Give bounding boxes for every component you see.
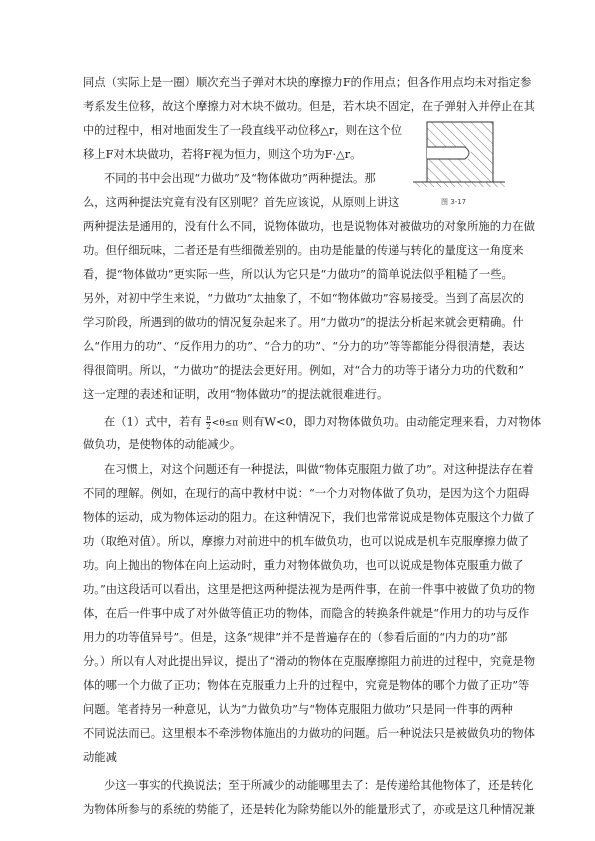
- text-line: 体的哪一个力做了正功；物体在克服重力上升的过程中，究竟是物体的哪个力做了正功”等: [83, 679, 530, 692]
- text-line: 看，提“物体做功”更实际一些，所以认为它只是“力做功”的简单说法似乎粗糙了一些。: [83, 268, 513, 281]
- text-line: 为物体所参与的系统的势能了，还是转化为除势能以外的能量形式了，亦或是这几种情况兼: [83, 803, 535, 816]
- text-span: 在（1）式中，若有: [104, 415, 202, 429]
- text-line: 问题。笔者持另一种意见，认为“力做负功”与“物体克服阻力做功”只是同一件事的两种: [83, 703, 513, 716]
- text-line: 功。但仔细玩味，二者还是有些细微差别的。由功是能量的传递与转化的量度这一角度来: [83, 244, 524, 257]
- text-line: 少这一事实的代换说法；至于所减少的动能哪里去了：是传递给其他物体了，还是转化: [104, 779, 534, 792]
- text-line: 做负功，是使物体的动能减少。: [83, 438, 242, 451]
- text-line: 功（取绝对值）。所以，摩擦力对前进中的机车做负功，也可以说成是机车克服摩擦力做了: [83, 535, 530, 548]
- text-line: 考系发生位移，故这个摩擦力对木块不做功。但是，若木块不固定，在子弹射入并停止在其: [83, 100, 535, 113]
- fraction: [206, 414, 211, 431]
- figure-caption: 图 3-17: [441, 198, 467, 206]
- text-line: 同点（实际上是一圈）顺次充当子弹对木块的摩擦力F的作用点；但各作用点均未对指定参: [83, 76, 532, 89]
- text-line: 动能减: [83, 751, 117, 764]
- text-line: 中的过程中，相对地面发生了一段直线平动位移△r，则在这个位: [83, 124, 403, 137]
- text-line: 分。）所以有人对此提出异议，提出了“滑动的物体在克服摩擦阻力前进的过程中，究竟是物: [83, 655, 536, 668]
- ground-hatch: [413, 182, 505, 187]
- fraction-denominator: 2: [206, 423, 211, 431]
- text-line: 两种提法是通用的，没有什么不同，说物体做功，也是说物体对被做功的对象所施的力在做: [83, 220, 535, 233]
- text-line: 么“作用力的功”、“反作用力的功”、“合力的功”、“分力的功”等等都能分得很清楚，表达: [83, 340, 525, 353]
- formula-line: [104, 414, 541, 431]
- text-line: 不同的书中会出现“力做功”及“物体做功”两种提法。那: [104, 172, 376, 185]
- formula-relation: <θ≤π: [211, 418, 239, 429]
- bullet-block-diagram: [409, 120, 509, 200]
- text-line: 在习惯上，对这个问题还有一种提法，叫做“物体克服阻力做了功”。对这种提法存在着: [104, 463, 534, 476]
- text-line: 不同的理解。例如，在现行的高中教材中说：“一个力对物体做了负功，是因为这个力阻碍: [83, 487, 530, 500]
- text-line: 用力的功等值异号”。但是，这条“规律”并不是普遍存在的（参看后面的“内力的功”部: [83, 631, 508, 644]
- text-line: 功。”由这段话可以看出，这里是把这两种提法视为是两件事，在前一件事中被做了负功的物: [83, 583, 536, 596]
- text-line: 功。向上抛出的物体在向上运动时，重力对物体做负功，也可以说成是物体克服重力做了: [83, 559, 524, 572]
- text-line: 不同说法而已。这里根本不牵涉物体施出的力做功的问题。后一种说法只是被做负功的物体: [83, 727, 535, 740]
- text-line: 学习阶段，所遇到的做功的情况复杂起来了。用“力做功”的提法分析起来就会更精确。什: [83, 316, 524, 329]
- text-line: 这一定理的表述和证明，改用“物体做功”的提法就很难进行。: [83, 388, 389, 401]
- text-line: 么，这两种提法究竟有没有区别呢？首先应该说，从原则上讲这: [83, 196, 400, 209]
- text-line: 得很简明。所以，“力做功”的提法会更好用。例如，对“合力的功等于诸分力功的代数和”: [83, 364, 525, 377]
- text-line: 移上F对木块做功，若将F视为恒力，则这个功为F·△r。: [83, 148, 362, 161]
- fraction-numerator: π: [206, 414, 211, 422]
- text-span: 则有W<0，即力对物体做负功。由动能定理来看，力对物体: [241, 415, 542, 429]
- text-line: 另外，对初中学生来说，“力做功”太抽象了，不如“物体做功”容易接受。当到了高层次的: [83, 292, 525, 305]
- text-line: 体，在后一件事中成了对外做等值正功的物体，而隐含的转换条件就是“作用力的功与反作: [83, 607, 530, 620]
- text-line: 物体的运动，成为物体运动的阻力。在这种情况下，我们也常常说成是物体克服这个力做了: [83, 511, 535, 524]
